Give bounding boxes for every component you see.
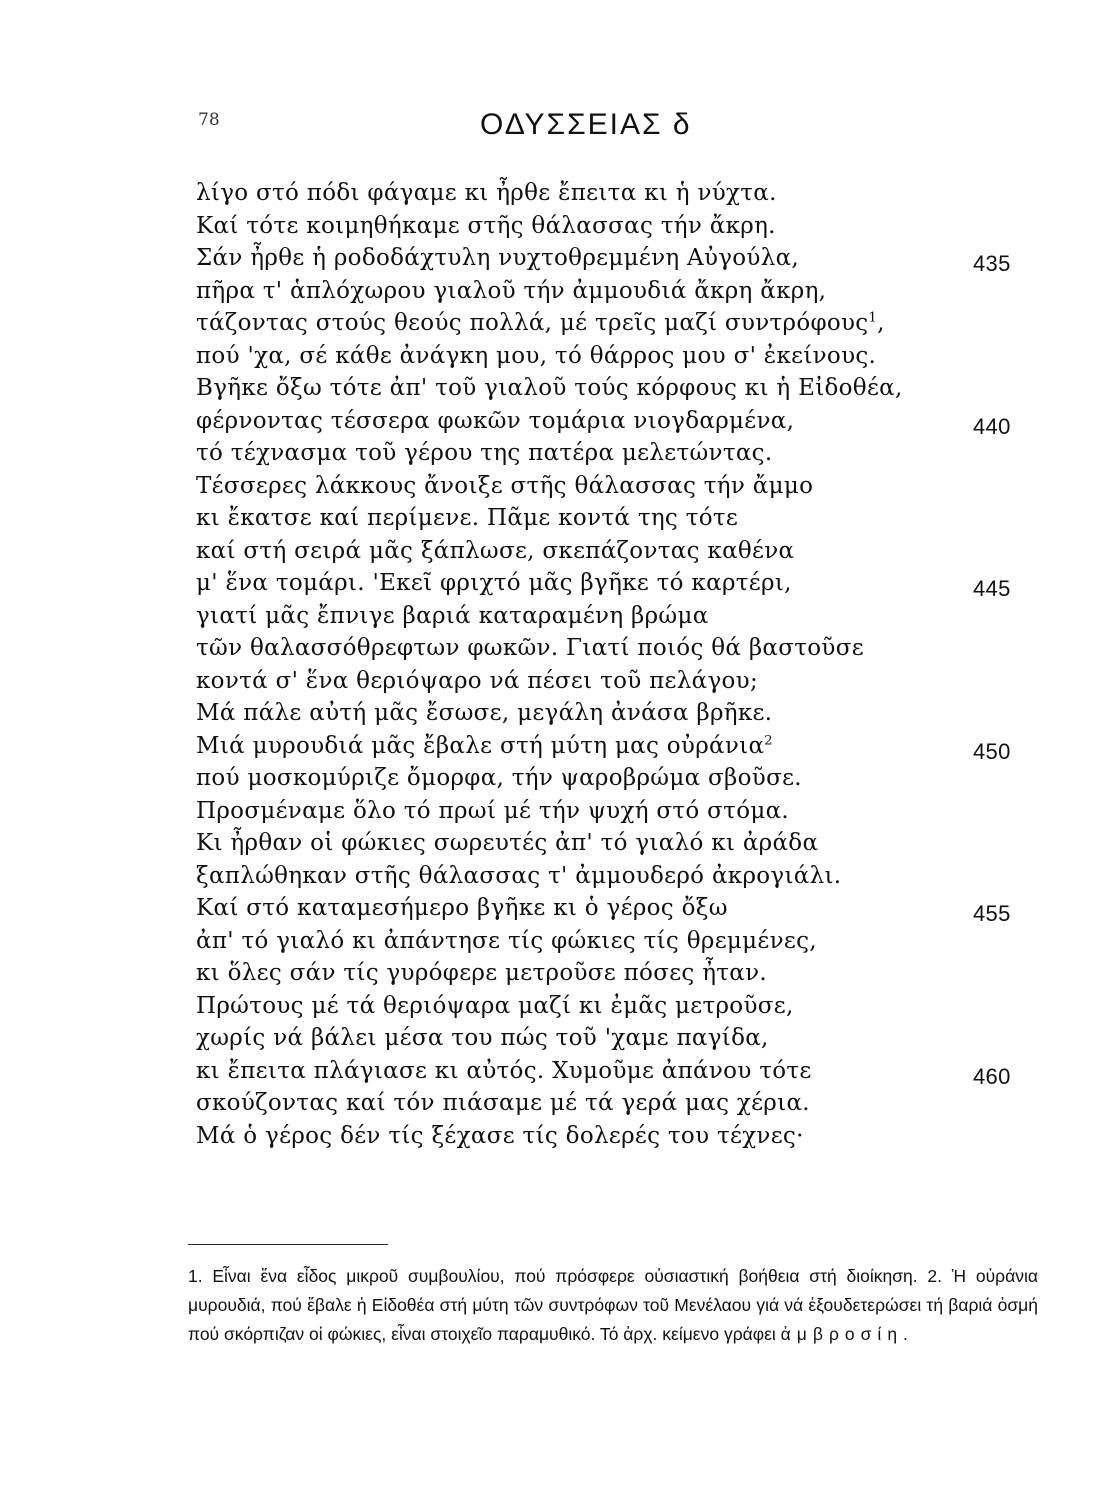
verse-line: [196, 697, 1036, 730]
verse-line: [196, 535, 1036, 568]
verse-text: πῆρα τ' ἁπλόχωρου γιαλοῦ τήν ἀμμουδιά ἄκρη ἄκρη,: [196, 277, 827, 304]
verse-text: ἀπ' τό γιαλό κι ἀπάντησε τίς φώκιες τίς θρεμμένες,: [196, 927, 817, 954]
verse-line: [196, 860, 1036, 893]
verse-line: [196, 892, 1036, 925]
footnote-text: 1. Εἶναι ἕνα εἶδος μικροῦ συμβουλίου, πού πρόσφερε οὐσιαστική βοήθεια στή διοίκηση. 2. Ἡ οὐράνια μυρουδιά, πού ἔβαλε ἡ Εἰδοθέα στή μύτη τῶν συντρόφων τοῦ Μενέλαου γιά νά ἐξουδετερώσει τή βαριά ὀσμή πού σκόρπιζαν οἱ φώκιες, εἶναι στοιχεῖο παραμυθικό. Τό ἀρχ. κείμενο γράφει: [188, 1266, 1038, 1344]
verse-line: [196, 925, 1036, 958]
verse-text: γιατί μᾶς ἔπνιγε βαριά καταραμένη βρώμα: [196, 602, 709, 629]
verse-line: [196, 307, 1036, 340]
verse-line: [196, 1055, 1036, 1088]
verse-line: [196, 372, 1036, 405]
footnote-end: .: [903, 1324, 908, 1344]
verse-text: λίγο στό πόδι φάγαμε κι ἦρθε ἔπειτα κι ἡ νύχτα.: [196, 180, 777, 206]
verse-line: [196, 762, 1036, 795]
page-number: 78: [198, 110, 220, 130]
verse-line: [196, 1022, 1036, 1055]
verse-line: [196, 340, 1036, 373]
verse-text: Πρώτους μέ τά θεριόψαρα μαζί κι ἐμᾶς μετροῦσε,: [196, 992, 794, 1019]
line-number: 460: [973, 1063, 1011, 1089]
verse-line: [196, 242, 1036, 275]
verse-line: [196, 665, 1036, 698]
verse-text: κοντά σ' ἕνα θεριόψαρο νά πέσει τοῦ πελάγου;: [196, 667, 758, 694]
verse-text: κι ἔκατσε καί περίμενε. Πᾶμε κοντά της τότε: [196, 505, 739, 531]
verse-line: [196, 1087, 1036, 1120]
verse-text: ξαπλώθηκαν στῆς θάλασσας τ' ἀμμουδερό ἀκρογιάλι.: [196, 862, 842, 889]
verse-line: [196, 210, 1036, 243]
verse-text: Προσμέναμε ὅλο τό πρωί μέ τήν ψυχή στό στόμα.: [196, 797, 790, 824]
footnote-marker: 1: [868, 310, 878, 326]
verse-text: Καί τότε κοιμηθήκαμε στῆς θάλασσας τήν ἄκρη.: [196, 212, 776, 239]
line-number: 435: [973, 251, 1011, 276]
footnotes: [188, 1262, 1038, 1349]
footnote-spaced-word: ἀμβροσίη: [780, 1324, 904, 1344]
verse-line: [196, 567, 1036, 600]
verse-text: Μά πάλε αὐτή μᾶς ἔσωσε, μεγάλη ἀνάσα βρῆκε.: [196, 700, 773, 726]
verse-text: κι ὅλες σάν τίς γυρόφερε μετροῦσε πόσες ἦταν.: [196, 960, 768, 986]
verse-text: σκούζοντας καί τόν πιάσαμε μέ τά γερά μας χέρια.: [196, 1090, 810, 1116]
verse-text: Μιά μυρουδιά μᾶς ἔβαλε στή μύτη μας οὐράνια: [196, 732, 765, 759]
verse-line: [196, 1120, 1036, 1153]
verse-block: [196, 177, 1036, 1152]
verse-line: [196, 600, 1036, 633]
line-number: 445: [973, 576, 1011, 601]
verse-text: τό τέχνασμα τοῦ γέρου της πατέρα μελετώντας.: [196, 440, 773, 466]
verse-text: Μά ὁ γέρος δέν τίς ξέχασε τίς δολερές του τέχνες·: [196, 1122, 804, 1149]
verse-line: [196, 795, 1036, 828]
verse-line: [196, 730, 1036, 763]
verse-line: [196, 275, 1036, 308]
verse-line: [196, 177, 1036, 210]
line-number: 440: [973, 413, 1011, 439]
verse-line: [196, 405, 1036, 438]
verse-line: [196, 502, 1036, 535]
line-number: 450: [973, 738, 1011, 764]
line-number: 455: [973, 901, 1011, 926]
verse-text: τάζοντας στούς θεούς πολλά, μέ τρεῖς μαζί συντρόφους: [196, 310, 869, 336]
verse-line: [196, 827, 1036, 860]
verse-text: πού μοσκομύριζε ὄμορφα, τήν ψαροβρώμα σβοῦσε.: [196, 765, 802, 791]
verse-line: [196, 632, 1036, 665]
verse-punctuation: ,: [877, 310, 885, 336]
verse-text: πού 'χα, σέ κάθε ἀνάγκη μου, τό θάρρος μου σ' ἐκείνους.: [196, 342, 877, 369]
verse-line: [196, 957, 1036, 990]
verse-text: μ' ἕνα τομάρι. 'Εκεῖ φριχτό μᾶς βγῆκε τό καρτέρι,: [196, 570, 792, 596]
verse-text: Κι ἦρθαν οἱ φώκιες σωρευτές ἀπ' τό γιαλό κι ἀράδα: [196, 830, 819, 856]
verse-text: καί στή σειρά μᾶς ξάπλωσε, σκεπάζοντας καθένα: [196, 537, 795, 564]
verse-text: χωρίς νά βάλει μέσα του πώς τοῦ 'χαμε παγίδα,: [196, 1025, 769, 1051]
verse-text: Σάν ἦρθε ἡ ροδοδάχτυλη νυχτοθρεμμένη Αὐγούλα,: [196, 245, 800, 271]
verse-line: [196, 990, 1036, 1023]
verse-line: [196, 437, 1036, 470]
verse-text: κι ἔπειτα πλάγιασε κι αὐτός. Χυμοῦμε ἀπάνου τότε: [196, 1057, 812, 1084]
verse-text: φέρνοντας τέσσερα φωκῶν τομάρια νιογδαρμένα,: [196, 407, 795, 434]
footnote-marker: 2: [764, 732, 773, 748]
verse-text: Καί στό καταμεσήμερο βγῆκε κι ὁ γέρος ὄξω: [196, 895, 728, 921]
verse-text: Τέσσερες λάκκους ἄνοιξε στῆς θάλασσας τήν ἄμμο: [196, 472, 814, 499]
verse-text: τῶν θαλασσόθρεφτων φωκῶν. Γιατί ποιός θά βαστοῦσε: [196, 635, 864, 661]
footnote-divider: [188, 1244, 388, 1245]
verse-line: [196, 470, 1036, 503]
running-title: ΟΔΥΣΣΕΙΑΣ δ: [480, 108, 692, 141]
verse-text: Βγῆκε ὄξω τότε ἀπ' τοῦ γιαλοῦ τούς κόρφους κι ἡ Εἰδοθέα,: [196, 375, 903, 401]
